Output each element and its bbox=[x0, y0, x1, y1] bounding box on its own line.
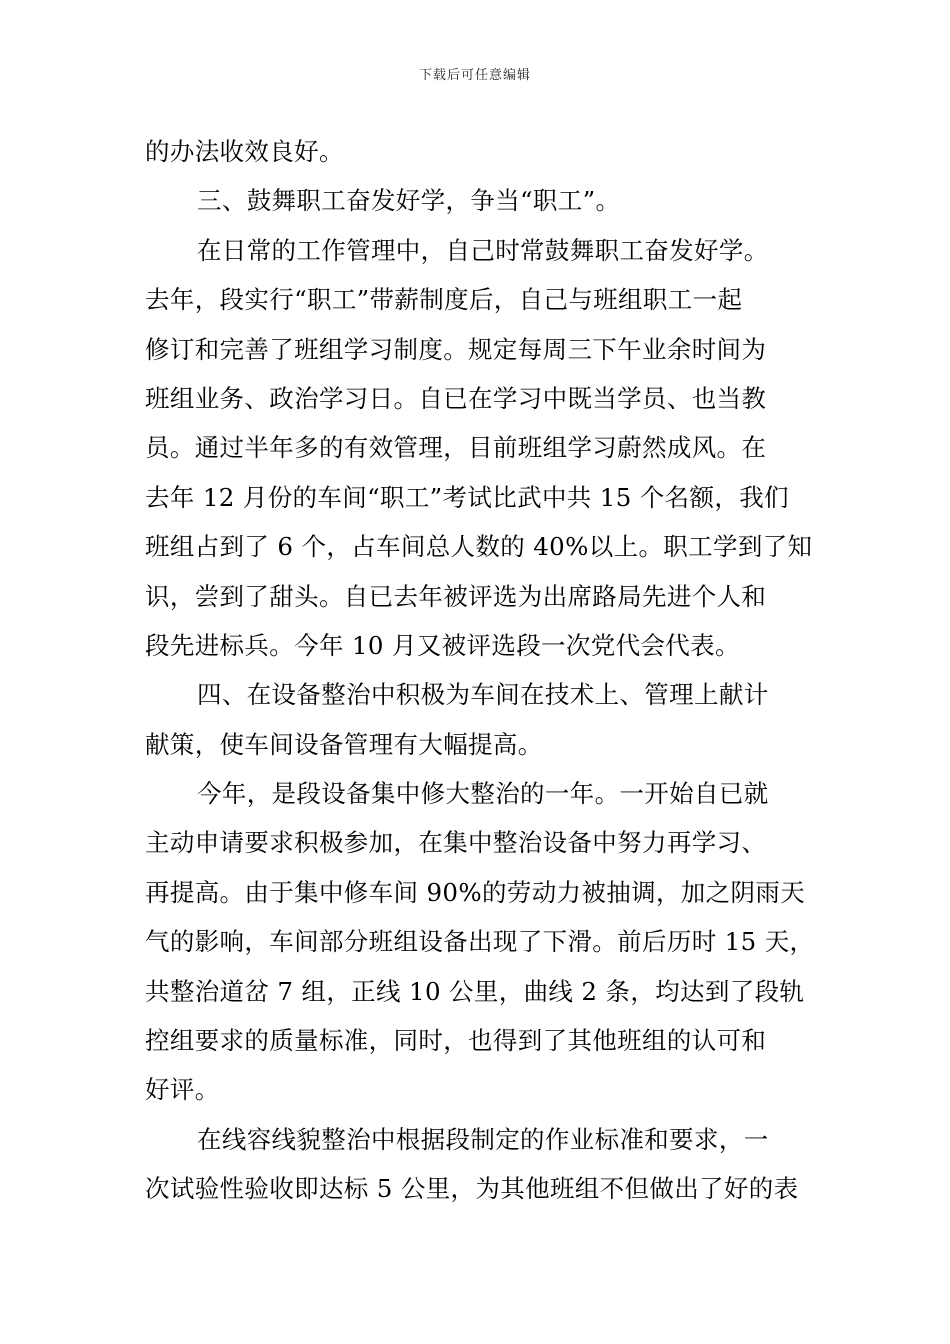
text-line: 气的影响，车间部分班组设备出现了下滑。前后历时 15 天， bbox=[145, 927, 815, 957]
text-line: 三、鼓舞职工奋发好学，争当“职工”。 bbox=[197, 186, 621, 216]
text-line: 主动申请要求积极参加，在集中整治设备中努力再学习、 bbox=[145, 828, 767, 858]
text-line: 段先进标兵。今年 10 月又被评选段一次党代会代表。 bbox=[145, 630, 740, 660]
text-line: 今年，是段设备集中修大整治的一年。一开始自已就 bbox=[197, 779, 769, 809]
text-line: 再提高。由于集中修车间 90%的劳动力被抽调，加之阴雨天 bbox=[145, 877, 806, 907]
text-line: 识，尝到了甜头。自已去年被评选为出席路局先进个人和 bbox=[145, 581, 767, 611]
text-line: 员。通过半年多的有效管理，目前班组学习蔚然成风。在 bbox=[145, 433, 767, 463]
text-line: 去年 12 月份的车间“职工”考试比武中共 15 个名额，我们 bbox=[145, 482, 789, 512]
text-line: 去年，段实行“职工”带薪制度后，自己与班组职工一起 bbox=[145, 285, 743, 315]
text-line: 班组业务、政治学习日。自已在学习中既当学员、也当教 bbox=[145, 383, 767, 413]
text-line: 在线容线貌整治中根据段制定的作业标准和要求，一 bbox=[197, 1124, 769, 1154]
text-line: 献策，使车间设备管理有大幅提高。 bbox=[145, 729, 543, 759]
text-line: 班组占到了 6 个，占车间总人数的 40%以上。职工学到了知 bbox=[145, 532, 813, 562]
text-line: 在日常的工作管理中，自己时常鼓舞职工奋发好学。 bbox=[197, 235, 769, 265]
text-line: 好评。 bbox=[145, 1075, 220, 1105]
text-line: 次试验性验收即达标 5 公里，为其他班组不但做出了好的表 bbox=[145, 1174, 799, 1204]
text-line: 共整治道岔 7 组，正线 10 公里，曲线 2 条，均达到了段轨 bbox=[145, 976, 805, 1006]
text-line: 的办法收效良好。 bbox=[145, 137, 344, 166]
page-header: 下载后可任意编辑 bbox=[418, 68, 531, 83]
text-line: 修订和完善了班组学习制度。规定每周三下午业余时间为 bbox=[145, 334, 767, 364]
body-text bbox=[145, 127, 815, 1214]
text-line: 四、在设备整治中积极为车间在技术上、管理上献计 bbox=[197, 680, 769, 710]
text-line: 控组要求的质量标准，同时，也得到了其他班组的认可和 bbox=[145, 1026, 767, 1056]
